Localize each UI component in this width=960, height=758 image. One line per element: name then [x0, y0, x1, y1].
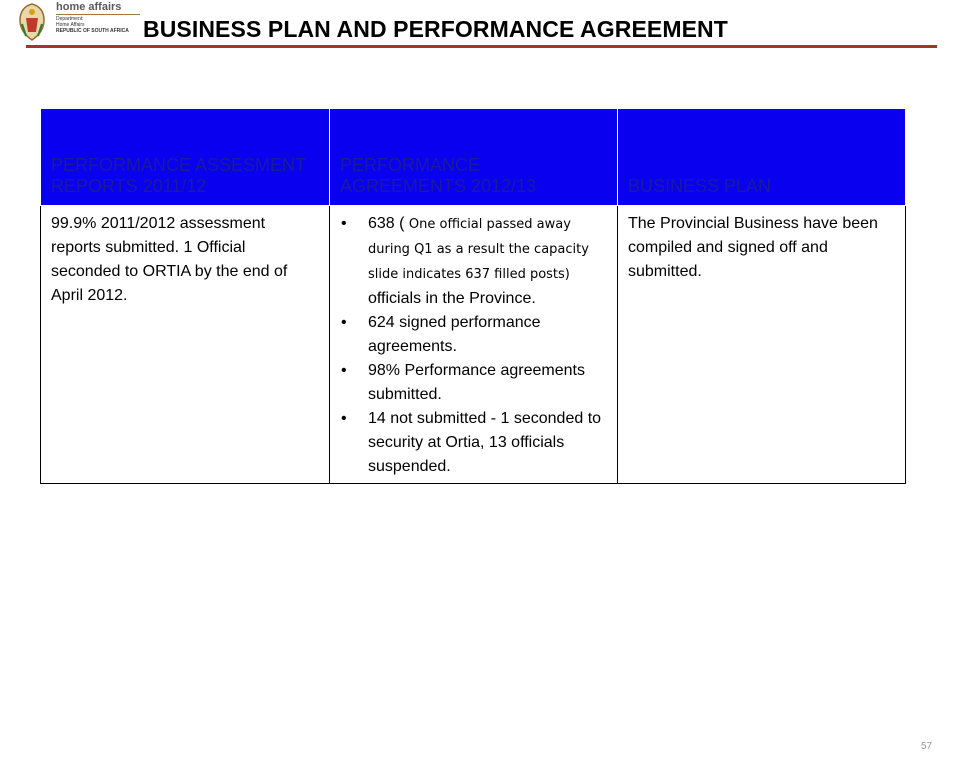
page-title: BUSINESS PLAN AND PERFORMANCE AGREEMENT — [143, 16, 728, 42]
cell-business-plan: The Provincial Business have been compiled and signed off and submitted. — [618, 206, 906, 484]
header-business-plan: BUSINESS PLAN — [618, 109, 906, 206]
header-performance-agreements: PERFORMANCE AGREEMENTS 2012/13 — [330, 109, 618, 206]
list-item: • 98% Performance agreements submitted. — [368, 359, 607, 407]
agreements-list — [340, 212, 607, 479]
header-assessment-reports: PERFORMANCE ASSESMENT REPORTS 2011/12 — [41, 109, 330, 206]
table-header-row — [41, 109, 906, 206]
home-affairs-logo — [14, 0, 140, 44]
list-item: • 14 not submitted - 1 seconded to security at Ortia, 13 officials suspended. — [368, 407, 607, 479]
footnote-text: One official passed away during Q1 as a result the capacity slide indicates 637 filled posts) — [368, 217, 589, 282]
list-item: • 624 signed performance agreements. — [368, 311, 607, 359]
page-number: 57 — [921, 741, 933, 752]
plan-table — [40, 108, 906, 484]
logo-brand-text: home affairs — [56, 1, 122, 13]
title-divider — [26, 45, 937, 48]
logo-department-text: Department: Home Affairs REPUBLIC OF SOUTH AFRICA — [56, 16, 129, 34]
cell-performance-agreements — [330, 206, 618, 484]
table-row — [41, 206, 906, 484]
cell-assessment-reports: 99.9% 2011/2012 assessment reports submitted. 1 Official seconded to ORTIA by the end of April 2012. — [41, 206, 330, 484]
list-item: • 638 ( One official passed away during Q1 as a result the capacity slide indicates 637 filled posts) officials in the Province. — [368, 212, 607, 311]
coat-of-arms-icon — [14, 2, 50, 42]
logo-rule — [56, 14, 140, 15]
